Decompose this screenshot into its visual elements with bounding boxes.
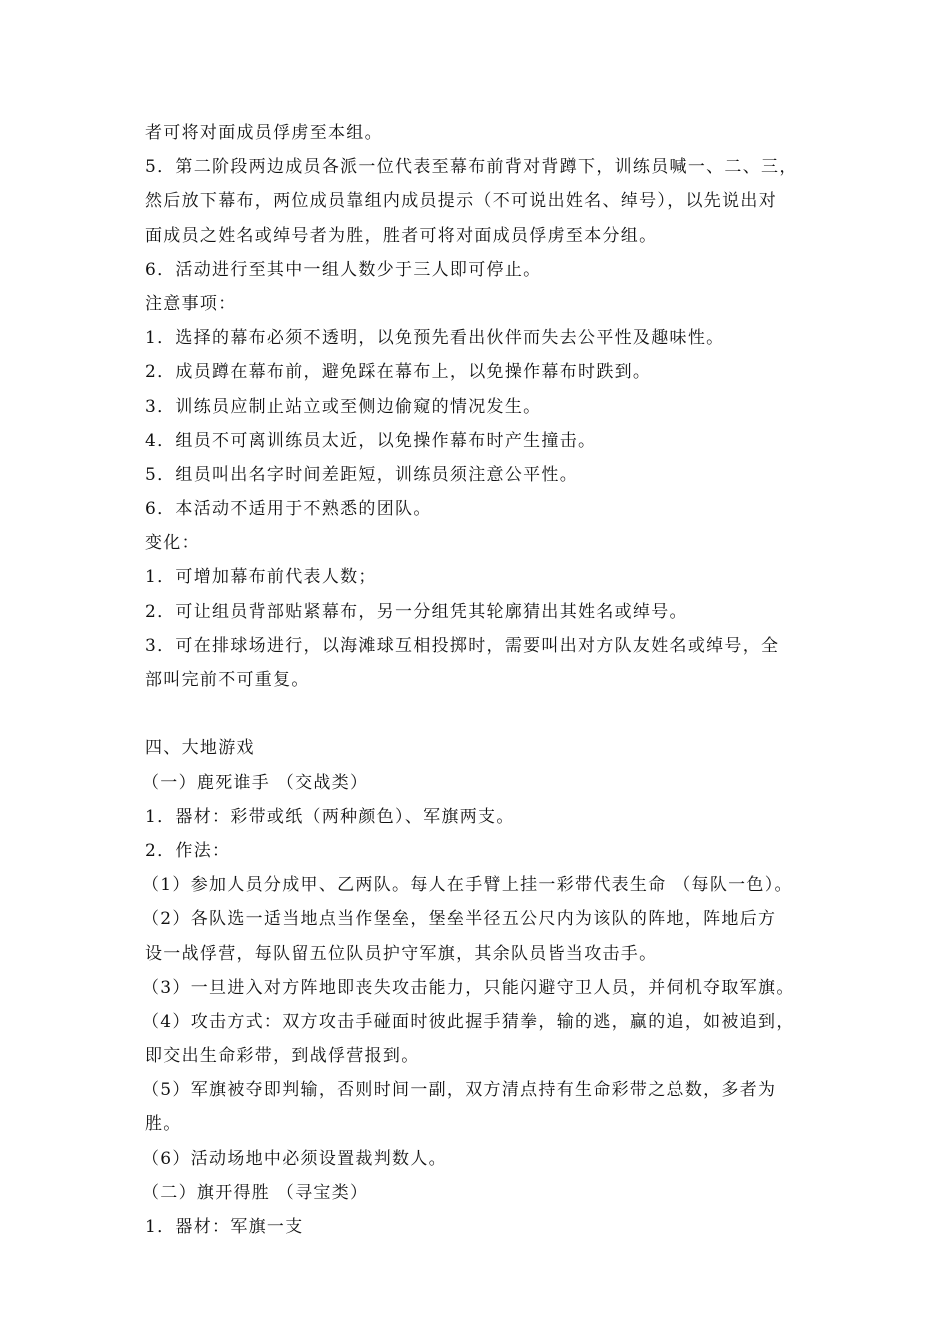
subsection-heading: （二）旗开得胜 （寻宝类） [142,1182,369,1203]
text-line: （6）活动场地中必须设置裁判数人。 [142,1148,447,1169]
subsection-heading: （一）鹿死谁手 （交战类） [142,772,369,793]
text-line: 2．作法： [145,840,231,861]
text-line: 然后放下幕布，两位成员靠组内成员提示（不可说出姓名、绰号），以先说出对 [145,191,777,212]
text-line: 5．组员叫出名字时间差距短，训练员须注意公平性。 [145,464,579,485]
text-line: 6．活动进行至其中一组人数少于三人即可停止。 [145,259,542,280]
text-line: 2．可让组员背部贴紧幕布，另一分组凭其轮廓猜出其姓名或绰号。 [145,601,688,622]
text-line: 1．可增加幕布前代表人数； [145,567,377,588]
text-line: （2）各队选一适当地点当作堡垒，堡垒半径五公尺内为该队的阵地，阵地后方 [142,909,777,930]
text-line: （3）一旦进入对方阵地即丧失攻击能力，只能闪避守卫人员，并伺机夺取军旗。 [142,977,795,998]
text-line: 部叫完前不可重复。 [145,670,310,690]
section-heading: 变化： [145,533,200,554]
document-body [142,116,815,1244]
text-line: （1）参加人员分成甲、乙两队。每人在手臂上挂一彩带代表生命 （每队一色）。 [142,875,793,896]
text-line: （4）攻击方式：双方攻击手碰面时彼此握手猜拳，输的逃，赢的追，如被追到， [142,1011,795,1032]
text-line: 2．成员蹲在幕布前，避免踩在幕布上，以免操作幕布时跌到。 [145,362,652,383]
blank-line [145,697,815,731]
text-line: 设一战俘营，每队留五位队员护守军旗，其余队员皆当攻击手。 [145,943,658,964]
text-line: 即交出生命彩带，到战俘营报到。 [145,1046,420,1067]
chapter-heading: 四、大地游戏 [145,738,255,759]
text-line: （5）军旗被夺即判输，否则时间一副，双方清点持有生命彩带之总数，多者为 [142,1080,777,1101]
section-heading: 注意事项： [145,293,237,314]
text-line: 1．器材：军旗一支 [145,1217,304,1237]
text-line: 3．训练员应制止站立或至侧边偷窥的情况发生。 [145,396,542,417]
text-line: 1．器材：彩带或纸（两种颜色）、军旗两支。 [145,806,515,827]
text-line: 1．选择的幕布必须不透明，以免预先看出伙伴而失去公平性及趣味性。 [145,328,725,349]
text-line: 6．本活动不适用于不熟悉的团队。 [145,499,432,520]
text-line: 面成员之姓名或绰号者为胜，胜者可将对面成员俘虏至本分组。 [145,225,658,246]
text-line: 3．可在排球场进行，以海滩球互相投掷时，需要叫出对方队友姓名或绰号，全 [145,635,780,656]
text-line: 胜。 [145,1114,182,1135]
text-line: 者可将对面成员俘虏至本组。 [145,123,383,143]
text-line: 5．第二阶段两边成员各派一位代表至幕布前背对背蹲下，训练员喊一、二、三， [145,157,798,178]
text-line: 4．组员不可离训练员太近，以免操作幕布时产生撞击。 [145,430,597,451]
